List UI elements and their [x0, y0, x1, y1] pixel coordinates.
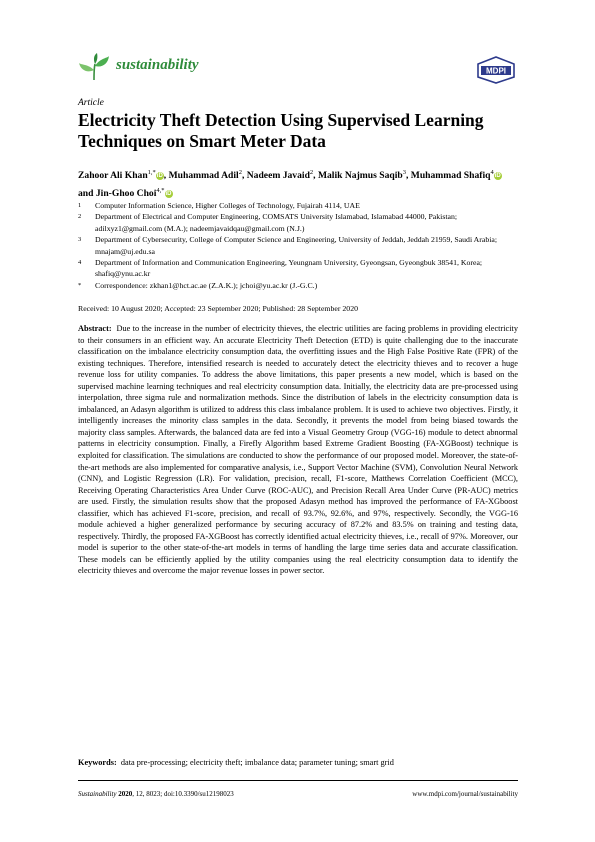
abstract-text: Due to the increase in the number of electricity thieves, the electric utilities are facing problems in providing electricity to their consumers in an efficient way. An accurate Electricity Theft Detection (ETD) is quite challenging due to the inaccurate classification on the imbalance electricity consumption data, the overfitting issues and the High False Positive Rate (FPR) of the existing techniques. Therefore, intensified research is needed to accurately detect the electricity thieves and to recover a huge revenue loss for utility companies. To address the above limitations, this paper presents a new model, which is based on the supervised machine learning techniques and real electricity consumption data. Initially, the electricity data are pre-processed using interpolation, three sigma rule and normalization methods. Since the distribution of labels in the electricity consumption data is imbalanced, an Adasyn algorithm is utilized to address this class imbalance problem. It is used to achieve two objectives. Firstly, it intelligently increases the minority class samples in the data. Secondly, it prevents the model from being biased towards the majority class samples. Afterwards, the balanced data are fed into a Visual Geometry Group (VGG-16) module to detect abnormal patterns in electricity consumption. Finally, a Firefly Algorithm based Extreme Gradient Boosting (FA-XGBoost) technique is exploited for classification. The simulations are conducted to show the performance of our proposed model. Moreover, the state-of-the-art methods are also implemented for comparative analysis, i.e., Support Vector Machine (SVM), Convolution Neural Network (CNN), and Logistic Regression (LR). For validation, precision, recall, F1-score, Matthews Correlation Coefficient (MCC), Receiving Operating Characteristics Area Under Curve (ROC-AUC), and Precision Recall Area Under Curve (PR-AUC) metrics are used. Firstly, the simulation results show that the proposed Adasyn method has improved the performance of FA-XGboost classifier, which has achieved F1-score, precision, and recall of 93.7%, 92.6%, and 97%, respectively. Secondly, the VGG-16 module achieved a higher generalized performance by securing accuracy of 87.2% and 83.5% on training and testing data, respectively. Thirdly, the proposed FA-XGBoost has correctly identified actual electricity thieves, i.e., recall of 97%. Moreover, our model is superior to the other state-of-the-art models in terms of handling the large time series data and accurate classification. These models can be efficiently applied by the utility companies using the real electricity consumption data to identify the electricity thieves and overcome the major revenue losses in power sector.: [78, 324, 518, 576]
affiliation-number: 1: [78, 202, 82, 209]
affiliation-text: Department of Information and Communication Engineering, Yeungnam University, Gyeongsan, Gyeongbuk 38541, Korea; shafiq@ynu.ac.kr: [95, 258, 483, 279]
affiliation-item: [78, 234, 518, 257]
author-affiliation-marker: 1,*: [147, 169, 156, 176]
author-list: Zahoor Ali Khan$^{1,*}$iD, Muhammad Adil$^2$, Nadeem Javaid$^2$, Malik Najmus Saqib$^3$, Muhammad Shafiq$^4$iD and Jin-Ghoo Choi$^{4,*}$iD: [78, 169, 501, 200]
author-affiliation-marker: 2: [309, 169, 314, 176]
footer-divider: [78, 780, 518, 781]
orcid-icon[interactable]: iD: [494, 173, 501, 180]
affiliation-text: Computer Information Science, Higher Colleges of Technology, Fujairah 4114, UAE: [95, 201, 360, 210]
keywords: [78, 758, 518, 767]
author-name: Nadeem Javaid: [246, 170, 310, 182]
page-header: [78, 48, 518, 88]
affiliation-item: [78, 257, 518, 280]
article-title: Electricity Theft Detection Using Supervised Learning Techniques on Smart Meter Data: [78, 110, 484, 151]
author-name: Muhammad Shafiq: [410, 170, 491, 182]
orcid-icon[interactable]: iD: [156, 173, 163, 180]
author-affiliation-marker: 3: [402, 169, 406, 176]
affiliation-number: 4: [78, 259, 82, 267]
leaf-sprout-icon: [78, 52, 110, 82]
affiliation-number: 3: [78, 236, 82, 244]
author-affiliation-marker: 4: [490, 169, 494, 176]
footer-year: 2020: [118, 790, 133, 798]
author-name: Muhammad Adil: [168, 170, 239, 182]
affiliation-number: 2: [78, 213, 82, 221]
affiliation-text: Correspondence: zkhan1@hct.ac.ae (Z.A.K.); jchoi@yu.ac.kr (J.-G.C.): [95, 280, 318, 290]
author-affiliation-marker: 4,*: [156, 187, 165, 195]
footer-url[interactable]: www.mdpi.com/journal/sustainability: [412, 790, 518, 798]
author-name: Jin-Ghoo Choi: [95, 188, 157, 200]
affiliation-item: [78, 200, 518, 211]
footer-citation: [78, 790, 234, 798]
publication-dates: Received: 10 August 2020; Accepted: 23 September 2020; Published: 28 September 2020: [78, 304, 358, 313]
keywords-text: data pre-processing; electricity theft; imbalance data; parameter tuning; smart grid: [120, 758, 394, 767]
mdpi-logo: [476, 56, 516, 84]
affiliation-text: Department of Electrical and Computer Engineering, COMSATS University Islamabad, Islamabad 44000, Pakistan; adilxyz1@gmail.com (M.A.); nadeemjavaidqau@gmail.com (N.J.): [95, 212, 458, 233]
author-affiliation-marker: 2: [238, 169, 242, 176]
keywords-label: Keywords:: [78, 758, 117, 767]
affiliation-item: [78, 280, 518, 291]
abstract: [78, 323, 518, 577]
abstract-label: Abstract:: [78, 324, 112, 333]
mdpi-logo-text: MDPI: [486, 66, 506, 76]
affiliation-list: [78, 200, 518, 291]
affiliation-text: Department of Cybersecurity, College of Computer Science and Engineering, University of Jeddah, Jeddah 21959, Saudi Arabia; mnajam@uj.edu.sa: [95, 235, 498, 256]
footer-citation-rest: , 12, 8023; doi:10.3390/su12198023: [132, 790, 234, 798]
footer-journal: Sustainability: [78, 790, 117, 798]
orcid-icon[interactable]: iD: [165, 191, 172, 198]
author-name: Malik Najmus Saqib: [317, 170, 403, 182]
article-type: Article: [78, 98, 104, 108]
affiliation-number: *: [78, 281, 82, 289]
journal-name: sustainability: [116, 57, 199, 73]
affiliation-item: [78, 211, 518, 234]
author-name: Zahoor Ali Khan: [78, 170, 148, 182]
